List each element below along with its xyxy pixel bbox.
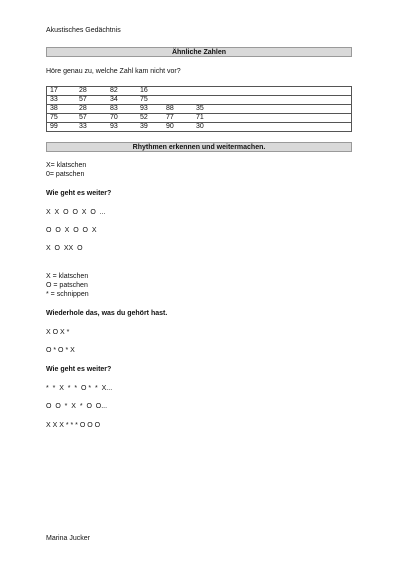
legend-line: X= klatschen (46, 162, 87, 169)
legend-line: 0= patschen (46, 171, 85, 178)
table-cell: 57 (79, 96, 87, 103)
footer-author: Marina Jucker (46, 535, 90, 542)
table-cell: 90 (166, 123, 174, 130)
table-cell: 83 (110, 105, 118, 112)
table-cell: 75 (140, 96, 148, 103)
table-cell: 93 (140, 105, 148, 112)
rhythm-pattern: * * X * * O * * X... (46, 385, 113, 392)
table-cell: 52 (140, 114, 148, 121)
table-cell: 82 (110, 87, 118, 94)
table-cell: 88 (166, 105, 174, 112)
table-row (47, 87, 352, 96)
table-cell: 57 (79, 114, 87, 121)
table-cell: 30 (196, 123, 204, 130)
table-cell: 70 (110, 114, 118, 121)
instruction-text: Höre genau zu, welche Zahl kam nicht vor? (46, 68, 181, 75)
table-cell: 33 (79, 123, 87, 130)
table-cell: 28 (79, 87, 87, 94)
table-cell: 17 (50, 87, 58, 94)
section-heading-similar-numbers: Ähnliche Zahlen (46, 47, 352, 57)
legend-line: * = schnippen (46, 291, 89, 298)
rhythm-pattern: X X O O X O ... (46, 209, 106, 216)
table-cell: 16 (140, 87, 148, 94)
legend-line: X = klatschen (46, 273, 89, 280)
rhythm-pattern: O O * X * O O... (46, 403, 108, 410)
question-heading: Wie geht es weiter? (46, 190, 112, 197)
table-cell: 34 (110, 96, 118, 103)
legend-line: O = patschen (46, 282, 88, 289)
table-row (47, 96, 352, 105)
table-cell: 99 (50, 123, 58, 130)
table-cell: 33 (50, 96, 58, 103)
table-cell: 71 (196, 114, 204, 121)
table-row (47, 114, 352, 123)
rhythm-pattern: X X X * * * O O O (46, 422, 101, 429)
numbers-table (46, 86, 352, 132)
table-row (47, 123, 352, 132)
table-cell: 39 (140, 123, 148, 130)
rhythm-pattern: X O X * (46, 329, 70, 336)
rhythm-pattern: O * O * X (46, 347, 75, 354)
section-heading-rhythms: Rhythmen erkennen und weitermachen. (46, 142, 352, 152)
rhythm-pattern: O O X O O X (46, 227, 97, 234)
table-cell: 77 (166, 114, 174, 121)
table-cell: 93 (110, 123, 118, 130)
question-heading: Wiederhole das, was du gehört hast. (46, 310, 168, 317)
table-cell: 75 (50, 114, 58, 121)
rhythm-pattern: X O XX O (46, 245, 83, 252)
page-title: Akustisches Gedächtnis (46, 27, 121, 34)
table-cell: 35 (196, 105, 204, 112)
table-cell: 28 (79, 105, 87, 112)
table-cell: 38 (50, 105, 58, 112)
table-row (47, 105, 352, 114)
question-heading: Wie geht es weiter? (46, 366, 112, 373)
